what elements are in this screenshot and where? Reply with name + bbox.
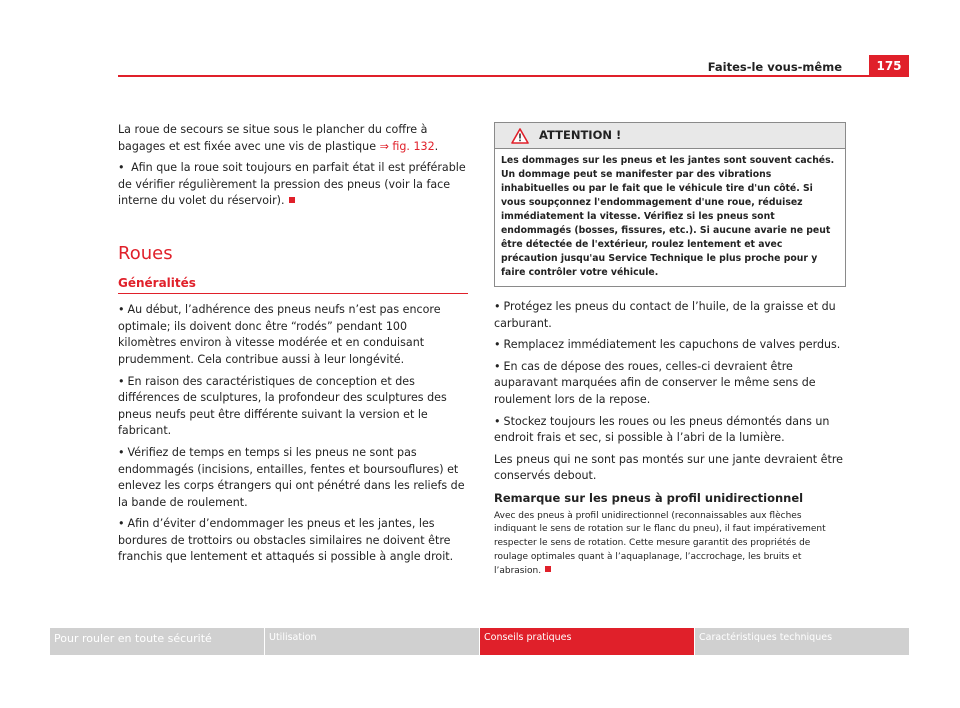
intro-end: .: [434, 139, 439, 153]
left-column: [118, 122, 468, 571]
list-item: • Remplacez immédiatement les capuchons de valves perdus.: [494, 337, 846, 354]
footer-tab-practical-tips[interactable]: Conseils pratiques: [480, 628, 694, 655]
warning-body: Les dommages sur les pneus et les jantes sont souvent cachés. Un dommage peut se manifester par des vibrations inhabituelles ou par le fait que le véhicule tire d'un côté. Si vous soupçonnez l'endommagement d'une roue, réduisez immédiatement la vitesse. Vérifiez si les pneus sont endommagés (bosses, fissures, etc.). Si aucune avarie ne peut être détectée de l'extérieur, roulez lentement et avec précaution jusqu'au Service Technique le plus proche pour y faire contrôler votre véhicule.: [501, 155, 835, 278]
footer-nav: [50, 628, 909, 655]
subsection-title: Généralités: [118, 275, 468, 295]
running-header-title: Faites-le vous-même: [707, 60, 842, 74]
header-rule: [118, 75, 909, 77]
intro-bullet: [118, 160, 468, 210]
intro-paragraph: [118, 122, 468, 155]
end-marker-icon: [545, 566, 551, 572]
list-item: • En raison des caractéristiques de conception et des différences de sculptures, la profondeur des sculptures des pneus neufs peut être différente suivant la version et le fabricant.: [118, 374, 468, 440]
figure-arrow-icon: ⇒: [379, 139, 389, 153]
remark-title: Remarque sur les pneus à profil unidirectionnel: [494, 490, 804, 505]
intro-text: La roue de secours se situe sous le plancher du coffre à bagages et est fixée avec une vis de plastique: [118, 123, 428, 153]
warning-header: [495, 123, 845, 149]
list-item: • En cas de dépose des roues, celles-ci devraient être auparavant marquées afin de conserver le même sens de roulement lors de la repose.: [494, 359, 846, 409]
remark-body: [494, 510, 846, 579]
warning-box: [494, 122, 846, 287]
storage-note: Les pneus qui ne sont pas montés sur une jante devraient être conservés debout.: [494, 452, 843, 483]
remark-text: Avec des pneus à profil unidirectionnel (reconnaissables aux flèches indiquant le sens de rotation sur le flanc du pneu), il faut impérativement respecter le sens de rotation. Cette mesure garantit des propriétés de roulage optimales quant à l’aquaplanage, l’accrochage, les bruits et l’abrasion.: [494, 510, 826, 576]
list-item: • Afin d’éviter d’endommager les pneus et les jantes, les bordures de trottoirs ou obstacles similaires ne doivent être franchis que lentement et attaqués si possible à angle droit.: [118, 516, 468, 566]
footer-tab-usage[interactable]: Utilisation: [265, 628, 479, 655]
page-number: 175: [869, 55, 909, 77]
right-column: [494, 122, 846, 579]
footer-tab-technical-specs[interactable]: Caractéristiques techniques: [695, 628, 909, 655]
list-item: • Protégez les pneus du contact de l’huile, de la graisse et du carburant.: [494, 299, 846, 332]
intro-bullet-text: Afin que la roue soit toujours en parfait état il est préférable de vérifier régulièrement la pression des pneus (voir la face interne du volet du réservoir).: [118, 161, 466, 208]
figure-link[interactable]: fig. 132: [392, 139, 435, 153]
section-title: Roues: [118, 242, 173, 264]
list-item: • Au début, l’adhérence des pneus neufs n’est pas encore optimale; ils doivent donc être “rodés” pendant 100 kilomètres environ à vitesse modérée et en conduisant prudemment. Cela contribue aussi à leur longévité.: [118, 302, 468, 368]
end-marker-icon: [289, 197, 295, 203]
warning-title: ATTENTION !: [539, 128, 622, 143]
list-item: • Stockez toujours les roues ou les pneus démontés dans un endroit frais et sec, si possible à l’abri de la lumière.: [494, 414, 846, 447]
list-item: • Vérifiez de temps en temps si les pneus ne sont pas endommagés (incisions, entailles, fentes et boursouflures) et enlevez les corps étrangers qui ont pénétré dans les reliefs de la bande de roulement.: [118, 445, 468, 511]
footer-tab-safety[interactable]: Pour rouler en toute sécurité: [50, 628, 264, 655]
warning-triangle-icon: [511, 128, 529, 144]
